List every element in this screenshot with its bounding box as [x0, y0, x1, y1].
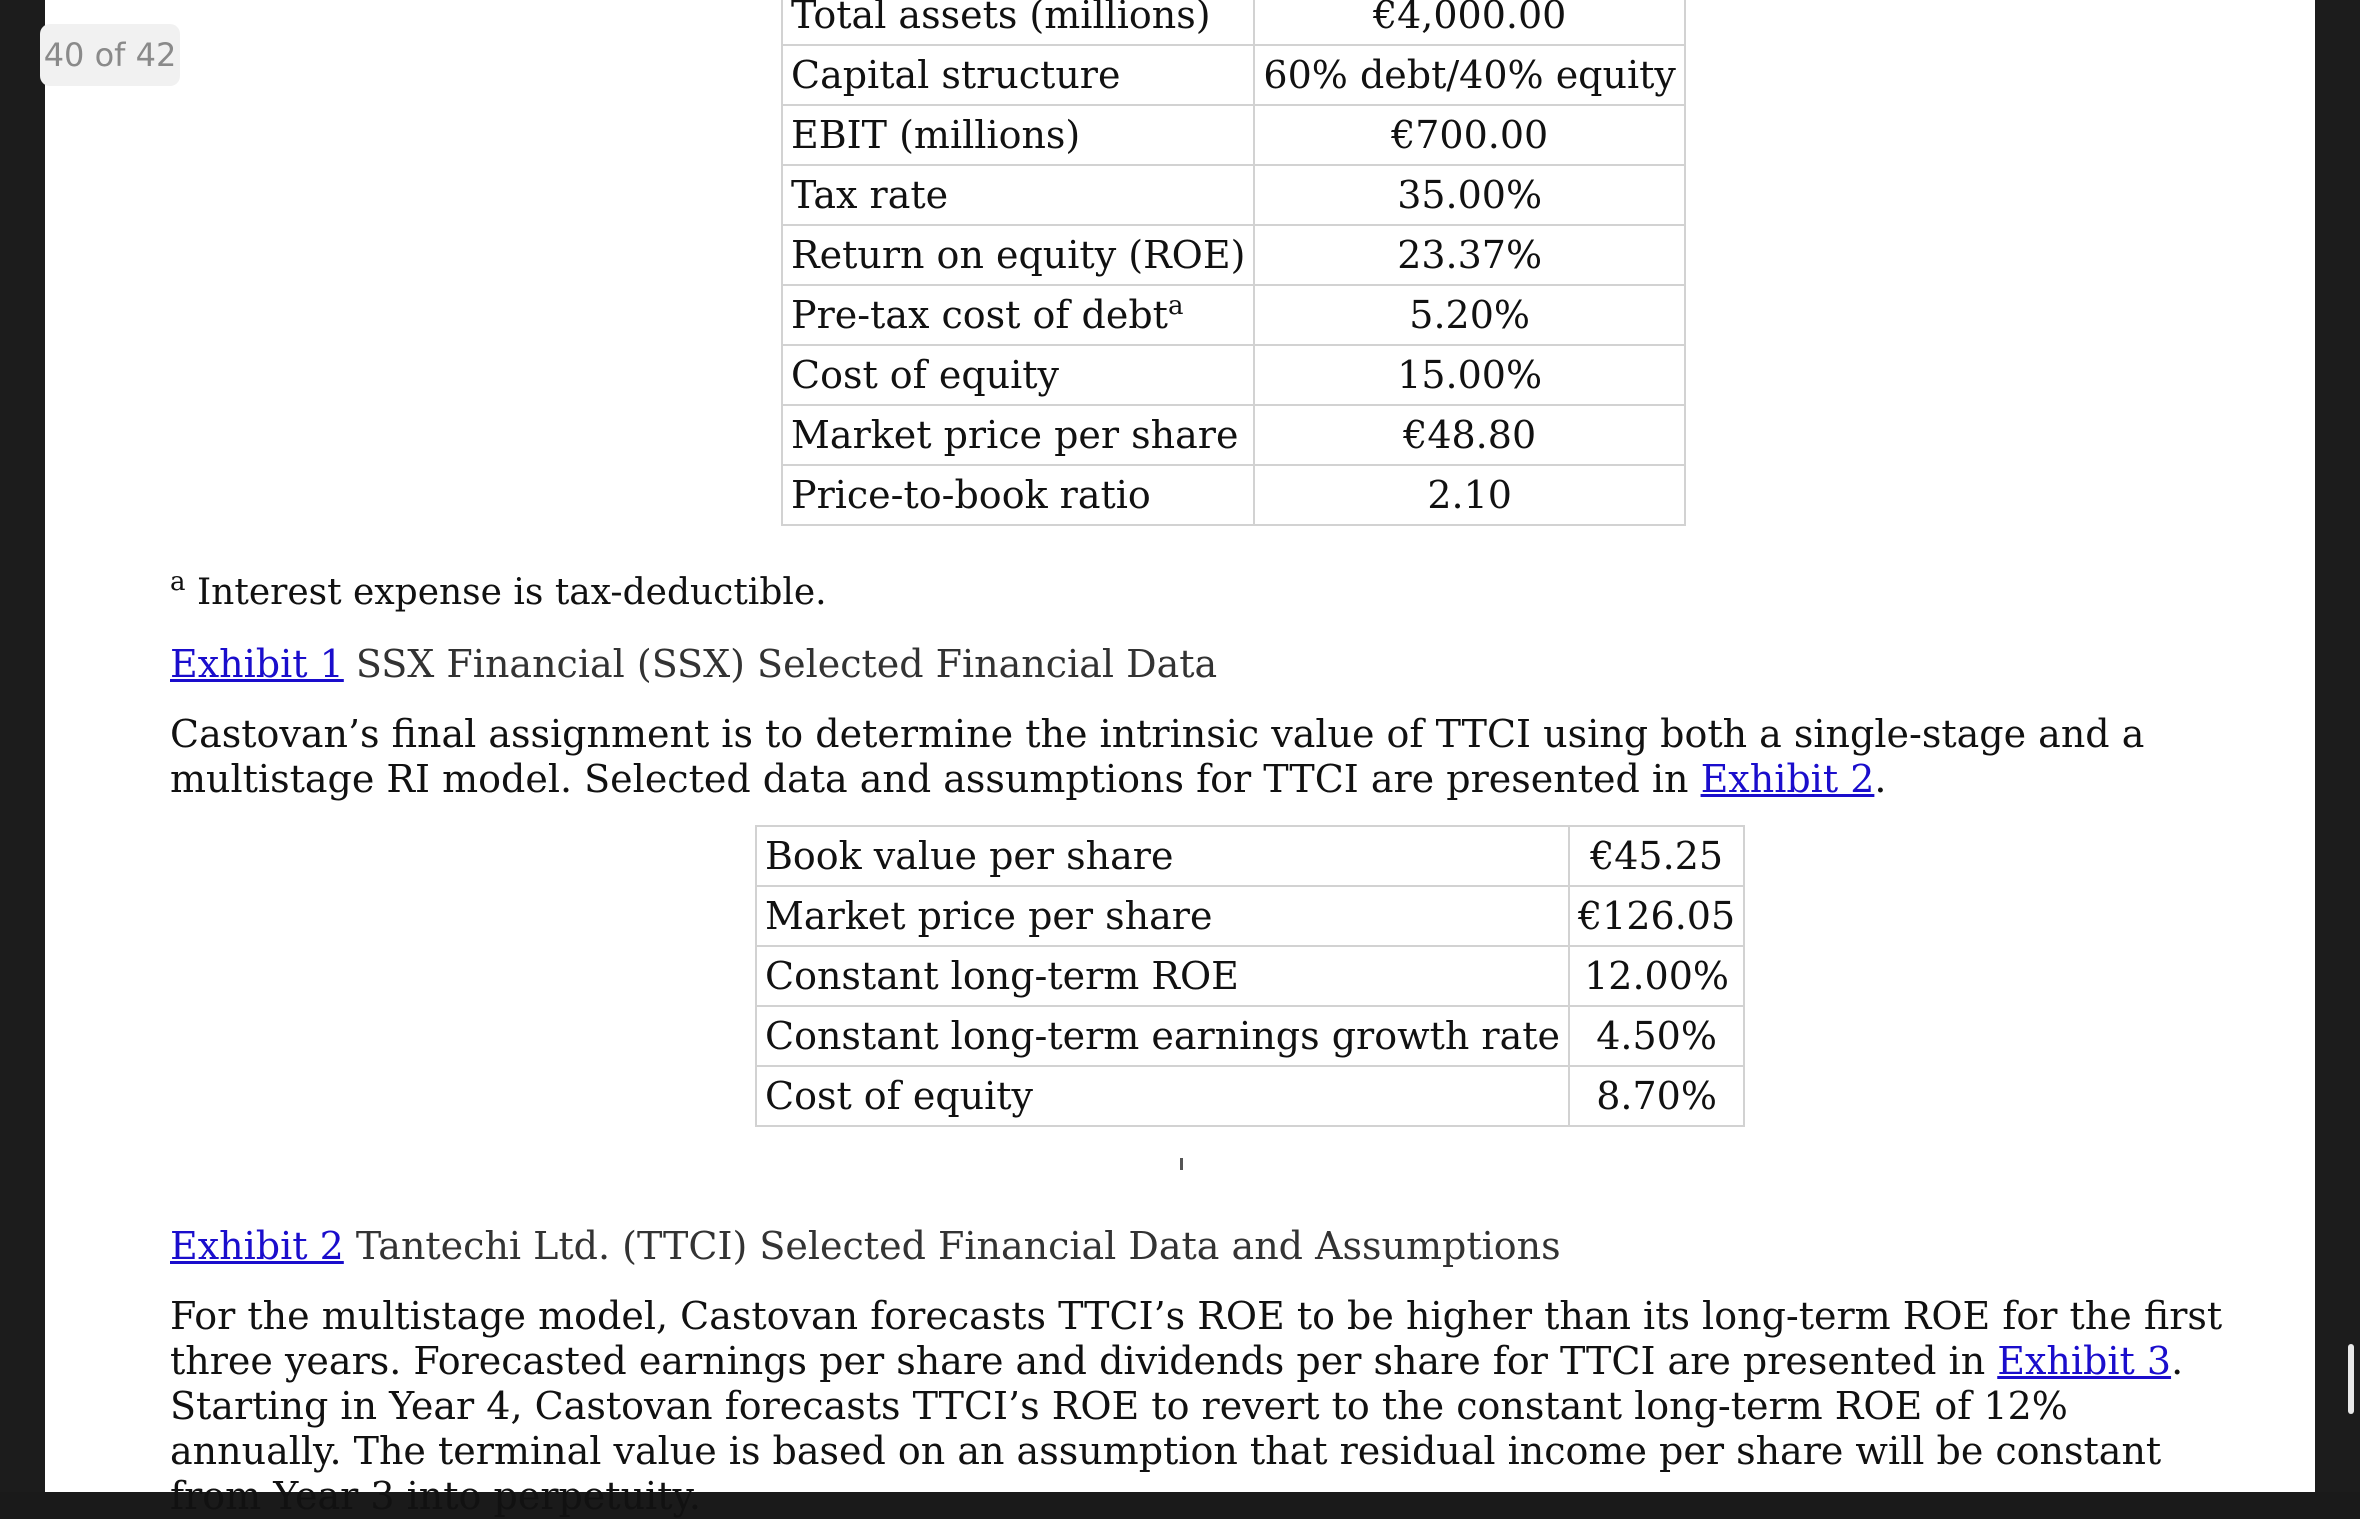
- row-label: Cost of equity: [791, 353, 1060, 397]
- row-value: 8.70%: [1569, 1066, 1744, 1126]
- exhibit2-caption: [170, 1224, 1561, 1268]
- footnote-text: Interest expense is tax-deductible.: [185, 572, 827, 613]
- row-label-cell: [782, 165, 1254, 225]
- paragraph-1-end: .: [1874, 757, 1887, 801]
- stray-tick-mark: [1180, 1158, 1183, 1170]
- paragraph-1-text: Castovan’s final assignment is to determine the intrinsic value of TTCI using both a single-stage and a multistage RI model. Selected data and assumptions for TTCI are presented in: [170, 712, 2145, 801]
- document-page: [45, 0, 2315, 1518]
- exhibit2-link[interactable]: Exhibit 2: [170, 1224, 344, 1268]
- row-label: Price-to-book ratio: [791, 473, 1151, 517]
- table-row: [782, 45, 1685, 105]
- row-label-cell: [782, 405, 1254, 465]
- exhibit1-caption-text: SSX Financial (SSX) Selected Financial Data: [343, 642, 1218, 686]
- row-value: 23.37%: [1254, 225, 1684, 285]
- row-value: €700.00: [1254, 105, 1684, 165]
- footnote: [170, 567, 827, 613]
- row-label-cell: [782, 465, 1254, 525]
- row-value: 4.50%: [1569, 1006, 1744, 1066]
- table-row: [782, 0, 1685, 45]
- exhibit2-caption-text: Tantechi Ltd. (TTCI) Selected Financial Data and Assumptions: [343, 1224, 1561, 1268]
- table-row: [782, 165, 1685, 225]
- row-value: 5.20%: [1254, 285, 1684, 345]
- table-row: [782, 405, 1685, 465]
- row-label-cell: [782, 105, 1254, 165]
- row-label-cell: [782, 285, 1254, 345]
- footnote-marker: a: [170, 567, 186, 597]
- paragraph-2-text: For the multistage model, Castovan forecasts TTCI’s ROE to be higher than its long-term ROE for the first three years. Forecasted earnings per share and dividends per share for TTCI are presented in: [170, 1294, 2223, 1383]
- row-label: Constant long-term ROE: [765, 954, 1239, 998]
- row-label: Book value per share: [765, 834, 1174, 878]
- paragraph-2-end: . Starting in Year 4, Castovan forecasts TTCI’s ROE to revert to the constant long-term ROE of 12% annually. The terminal value is based on an assumption that residual income per share will be constant from Year 3 into perpetuity.: [170, 1339, 2184, 1518]
- exhibit1-caption: [170, 642, 1217, 686]
- row-label-cell: [782, 0, 1254, 45]
- table-row: [756, 1066, 1744, 1126]
- row-label-cell: [756, 826, 1569, 886]
- table-row: [782, 105, 1685, 165]
- table-row: [756, 886, 1744, 946]
- row-value: 35.00%: [1254, 165, 1684, 225]
- row-label: EBIT (millions): [791, 113, 1081, 157]
- row-label-cell: [756, 946, 1569, 1006]
- row-label: Return on equity (ROE): [791, 233, 1246, 277]
- row-label: Tax rate: [791, 173, 949, 217]
- table-row: [782, 345, 1685, 405]
- table-row: [756, 1006, 1744, 1066]
- row-label-cell: [782, 45, 1254, 105]
- row-label-cell: [782, 345, 1254, 405]
- row-value: 2.10: [1254, 465, 1684, 525]
- row-label: Constant long-term earnings growth rate: [765, 1014, 1560, 1058]
- table-row: [756, 946, 1744, 1006]
- paragraph-2: [170, 1294, 2230, 1519]
- table-row: [782, 225, 1685, 285]
- exhibit2-table: [755, 825, 1745, 1127]
- row-value: €126.05: [1569, 886, 1744, 946]
- exhibit2-link-inline[interactable]: Exhibit 2: [1700, 757, 1875, 801]
- exhibit1-link[interactable]: Exhibit 1: [170, 642, 344, 686]
- scrollbar-thumb[interactable]: [2348, 1344, 2354, 1414]
- table-row: [782, 285, 1685, 345]
- row-value: 60% debt/40% equity: [1254, 45, 1684, 105]
- paragraph-1: [170, 712, 2230, 802]
- row-label-cell: [756, 1066, 1569, 1126]
- row-label-cell: [782, 225, 1254, 285]
- page-indicator: 40 of 42: [40, 24, 180, 86]
- row-value: €48.80: [1254, 405, 1684, 465]
- row-label-cell: [756, 1006, 1569, 1066]
- row-label: Capital structure: [791, 53, 1121, 97]
- row-label: Total assets (millions): [791, 0, 1211, 37]
- row-label: Market price per share: [765, 894, 1213, 938]
- table-row: [756, 826, 1744, 886]
- row-value: 15.00%: [1254, 345, 1684, 405]
- row-label: Cost of equity: [765, 1074, 1034, 1118]
- footnote-ref: a: [1167, 291, 1184, 321]
- row-value: €45.25: [1569, 826, 1744, 886]
- row-value: 12.00%: [1569, 946, 1744, 1006]
- row-label-cell: [756, 886, 1569, 946]
- row-label: Pre-tax cost of debt: [791, 293, 1168, 337]
- row-value: €4,000.00: [1254, 0, 1684, 45]
- exhibit3-link-inline[interactable]: Exhibit 3: [1997, 1339, 2172, 1383]
- exhibit1-table: [781, 0, 1686, 526]
- table-row: [782, 465, 1685, 525]
- row-label: Market price per share: [791, 413, 1239, 457]
